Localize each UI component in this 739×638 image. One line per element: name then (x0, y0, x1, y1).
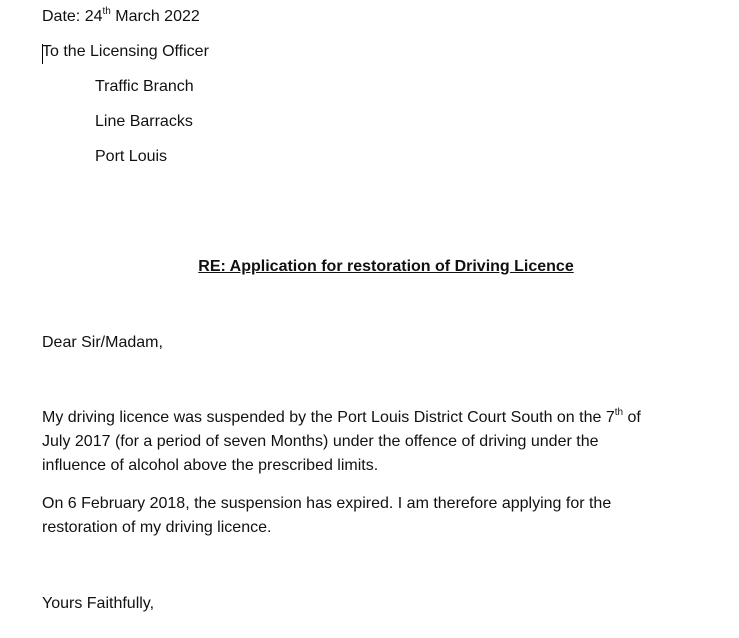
closing: Yours Faithfully, (42, 595, 155, 612)
recipient-line: To the Licensing Officer (42, 43, 209, 60)
address-line-3: Port Louis (95, 148, 168, 165)
body2-line-2: restoration of my driving licence. (42, 519, 272, 536)
subject-heading: RE: Application for restoration of Driving Licence (198, 258, 574, 275)
address-line-2: Line Barracks (95, 113, 193, 130)
letter-date (42, 7, 200, 27)
body1-line-1-text: My driving licence was suspended by the Port Louis District Court South on the 7 (42, 409, 615, 426)
body-paragraph-2 (42, 492, 722, 540)
body1-line-3: influence of alcohol above the prescribed limits. (42, 457, 379, 474)
date-prefix: Date: 24 (42, 8, 103, 25)
body1-line-1 (42, 406, 722, 430)
body1-line-2: July 2017 (for a period of seven Months) under the offence of driving under the (42, 433, 599, 450)
salutation: Dear Sir/Madam, (42, 334, 163, 351)
date-ordinal: th (102, 5, 111, 17)
address-line-1: Traffic Branch (95, 78, 194, 95)
date-suffix: March 2022 (110, 8, 200, 25)
body1-line-1-end: of (623, 409, 641, 426)
body2-line-1: On 6 February 2018, the suspension has expired. I am therefore applying for the (42, 495, 612, 512)
body-paragraph-1 (42, 406, 722, 478)
body1-ordinal: th (614, 406, 624, 418)
